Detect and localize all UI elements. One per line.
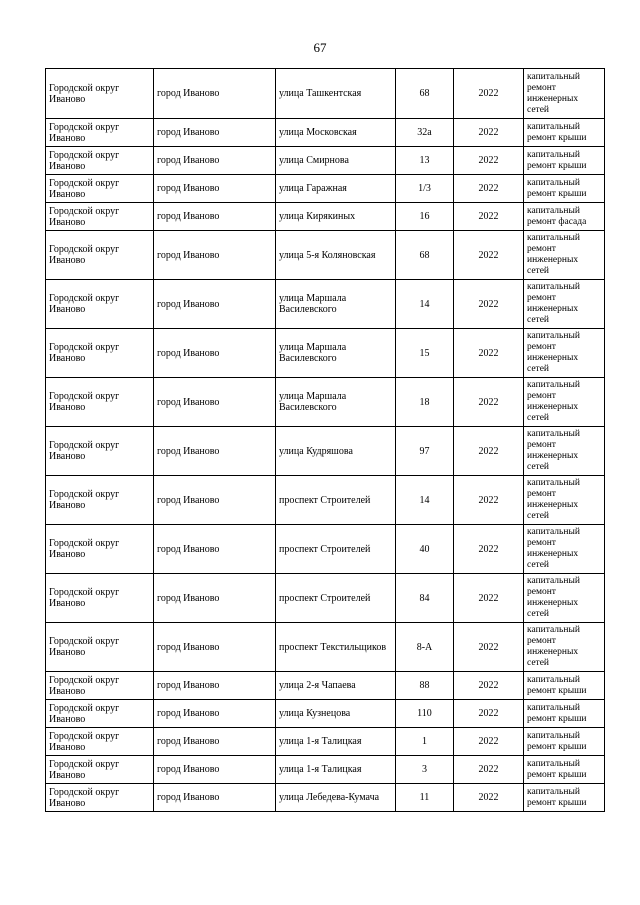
year-cell: 2022	[454, 329, 524, 378]
work-type-cell: капитальный ремонт крыши	[524, 175, 605, 203]
house-number-cell: 14	[396, 280, 454, 329]
street-cell: улица 2-я Чапаева	[276, 672, 396, 700]
work-type-cell: капитальный ремонт инженерных сетей	[524, 329, 605, 378]
house-number-cell: 3	[396, 756, 454, 784]
city-cell: город Иваново	[154, 203, 276, 231]
page-number: 67	[313, 40, 327, 55]
city-cell: город Иваново	[154, 672, 276, 700]
year-cell: 2022	[454, 231, 524, 280]
repair-table	[45, 68, 605, 812]
table-row	[46, 672, 605, 700]
year-cell: 2022	[454, 672, 524, 700]
year-cell: 2022	[454, 203, 524, 231]
city-cell: город Иваново	[154, 728, 276, 756]
city-cell: город Иваново	[154, 700, 276, 728]
city-cell: город Иваново	[154, 784, 276, 812]
street-cell: улица Маршала Василевского	[276, 329, 396, 378]
work-type-cell: капитальный ремонт инженерных сетей	[524, 623, 605, 672]
house-number-cell: 110	[396, 700, 454, 728]
street-cell: улица Маршала Василевского	[276, 378, 396, 427]
street-cell: улица Кудряшова	[276, 427, 396, 476]
year-cell: 2022	[454, 623, 524, 672]
year-cell: 2022	[454, 69, 524, 119]
work-type-cell: капитальный ремонт крыши	[524, 728, 605, 756]
work-type-cell: капитальный ремонт крыши	[524, 147, 605, 175]
city-cell: город Иваново	[154, 623, 276, 672]
street-cell: улица Смирнова	[276, 147, 396, 175]
okrug-cell: Городской округ Иваново	[46, 784, 154, 812]
table-row	[46, 476, 605, 525]
year-cell: 2022	[454, 784, 524, 812]
okrug-cell: Городской округ Иваново	[46, 378, 154, 427]
city-cell: город Иваново	[154, 427, 276, 476]
city-cell: город Иваново	[154, 574, 276, 623]
year-cell: 2022	[454, 756, 524, 784]
city-cell: город Иваново	[154, 756, 276, 784]
table-row	[46, 525, 605, 574]
table-row	[46, 574, 605, 623]
okrug-cell: Городской округ Иваново	[46, 203, 154, 231]
street-cell: улица Ташкентская	[276, 69, 396, 119]
city-cell: город Иваново	[154, 378, 276, 427]
street-cell: улица Кирякиных	[276, 203, 396, 231]
house-number-cell: 14	[396, 476, 454, 525]
city-cell: город Иваново	[154, 119, 276, 147]
okrug-cell: Городской округ Иваново	[46, 623, 154, 672]
house-number-cell: 68	[396, 231, 454, 280]
street-cell: улица Лебедева-Кумача	[276, 784, 396, 812]
house-number-cell: 88	[396, 672, 454, 700]
okrug-cell: Городской округ Иваново	[46, 672, 154, 700]
work-type-cell: капитальный ремонт инженерных сетей	[524, 69, 605, 119]
year-cell: 2022	[454, 119, 524, 147]
street-cell: улица Московская	[276, 119, 396, 147]
street-cell: улица 1-я Талицкая	[276, 756, 396, 784]
house-number-cell: 32а	[396, 119, 454, 147]
okrug-cell: Городской округ Иваново	[46, 574, 154, 623]
city-cell: город Иваново	[154, 525, 276, 574]
year-cell: 2022	[454, 175, 524, 203]
table-row	[46, 329, 605, 378]
okrug-cell: Городской округ Иваново	[46, 231, 154, 280]
work-type-cell: капитальный ремонт инженерных сетей	[524, 280, 605, 329]
work-type-cell: капитальный ремонт крыши	[524, 700, 605, 728]
house-number-cell: 1/3	[396, 175, 454, 203]
year-cell: 2022	[454, 147, 524, 175]
house-number-cell: 18	[396, 378, 454, 427]
table-row	[46, 119, 605, 147]
work-type-cell: капитальный ремонт крыши	[524, 756, 605, 784]
table-row	[46, 784, 605, 812]
okrug-cell: Городской округ Иваново	[46, 728, 154, 756]
work-type-cell: капитальный ремонт инженерных сетей	[524, 574, 605, 623]
city-cell: город Иваново	[154, 69, 276, 119]
table-row	[46, 427, 605, 476]
okrug-cell: Городской округ Иваново	[46, 147, 154, 175]
table-row	[46, 147, 605, 175]
house-number-cell: 11	[396, 784, 454, 812]
okrug-cell: Городской округ Иваново	[46, 329, 154, 378]
street-cell: проспект Строителей	[276, 476, 396, 525]
house-number-cell: 16	[396, 203, 454, 231]
street-cell: улица Маршала Василевского	[276, 280, 396, 329]
year-cell: 2022	[454, 476, 524, 525]
table-row	[46, 280, 605, 329]
city-cell: город Иваново	[154, 280, 276, 329]
city-cell: город Иваново	[154, 231, 276, 280]
okrug-cell: Городской округ Иваново	[46, 280, 154, 329]
house-number-cell: 97	[396, 427, 454, 476]
table-row	[46, 69, 605, 119]
city-cell: город Иваново	[154, 175, 276, 203]
table-row	[46, 756, 605, 784]
year-cell: 2022	[454, 525, 524, 574]
work-type-cell: капитальный ремонт инженерных сетей	[524, 525, 605, 574]
year-cell: 2022	[454, 574, 524, 623]
year-cell: 2022	[454, 378, 524, 427]
table-row	[46, 623, 605, 672]
street-cell: проспект Строителей	[276, 525, 396, 574]
house-number-cell: 40	[396, 525, 454, 574]
house-number-cell: 1	[396, 728, 454, 756]
okrug-cell: Городской округ Иваново	[46, 756, 154, 784]
work-type-cell: капитальный ремонт фасада	[524, 203, 605, 231]
table-row	[46, 700, 605, 728]
okrug-cell: Городской округ Иваново	[46, 69, 154, 119]
work-type-cell: капитальный ремонт инженерных сетей	[524, 378, 605, 427]
okrug-cell: Городской округ Иваново	[46, 175, 154, 203]
table-row	[46, 378, 605, 427]
street-cell: улица Кузнецова	[276, 700, 396, 728]
okrug-cell: Городской округ Иваново	[46, 525, 154, 574]
year-cell: 2022	[454, 280, 524, 329]
house-number-cell: 68	[396, 69, 454, 119]
work-type-cell: капитальный ремонт инженерных сетей	[524, 231, 605, 280]
work-type-cell: капитальный ремонт инженерных сетей	[524, 476, 605, 525]
house-number-cell: 8-А	[396, 623, 454, 672]
house-number-cell: 84	[396, 574, 454, 623]
okrug-cell: Городской округ Иваново	[46, 700, 154, 728]
street-cell: улица 5-я Коляновская	[276, 231, 396, 280]
work-type-cell: капитальный ремонт крыши	[524, 784, 605, 812]
city-cell: город Иваново	[154, 329, 276, 378]
table-row	[46, 728, 605, 756]
work-type-cell: капитальный ремонт крыши	[524, 672, 605, 700]
okrug-cell: Городской округ Иваново	[46, 119, 154, 147]
okrug-cell: Городской округ Иваново	[46, 476, 154, 525]
house-number-cell: 13	[396, 147, 454, 175]
city-cell: город Иваново	[154, 147, 276, 175]
year-cell: 2022	[454, 700, 524, 728]
street-cell: улица 1-я Талицкая	[276, 728, 396, 756]
house-number-cell: 15	[396, 329, 454, 378]
okrug-cell: Городской округ Иваново	[46, 427, 154, 476]
work-type-cell: капитальный ремонт инженерных сетей	[524, 427, 605, 476]
table-row	[46, 203, 605, 231]
street-cell: проспект Текстильщиков	[276, 623, 396, 672]
year-cell: 2022	[454, 427, 524, 476]
street-cell: проспект Строителей	[276, 574, 396, 623]
table-row	[46, 231, 605, 280]
work-type-cell: капитальный ремонт крыши	[524, 119, 605, 147]
table-row	[46, 175, 605, 203]
city-cell: город Иваново	[154, 476, 276, 525]
street-cell: улица Гаражная	[276, 175, 396, 203]
year-cell: 2022	[454, 728, 524, 756]
